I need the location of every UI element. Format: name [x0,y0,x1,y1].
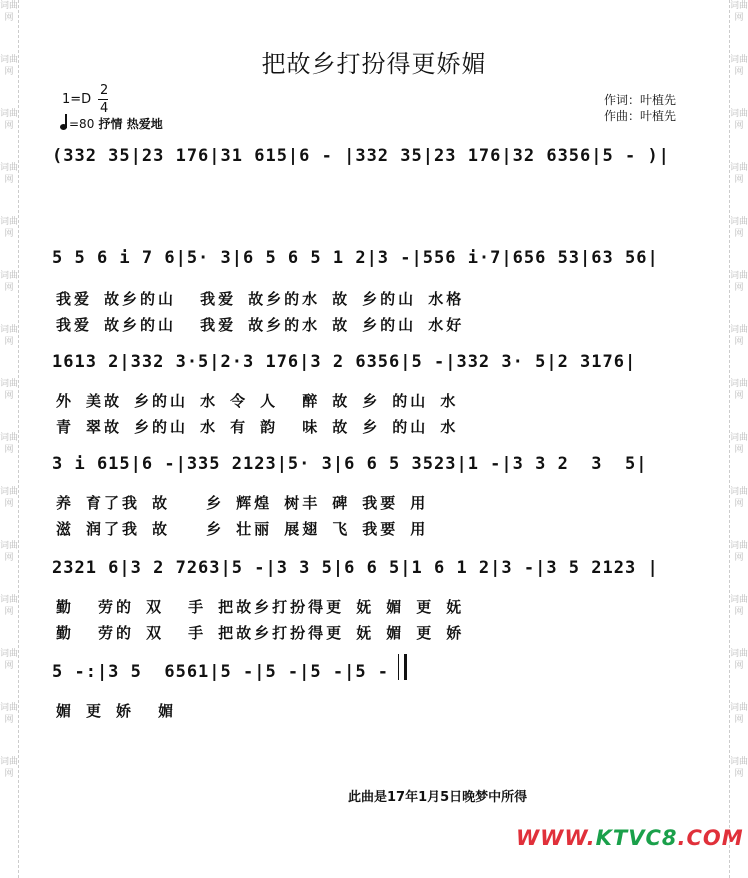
tempo-marking [60,114,163,132]
watermark-text: 词曲网 [730,163,748,185]
watermark-text: 词曲网 [0,433,19,455]
watermark-text: 词曲网 [0,109,19,131]
watermark-text: 词曲网 [0,325,19,347]
score-line-1: (332 35|23 176|31 615|6 - |332 35|23 176|32 6356|5 - )| [52,146,670,166]
watermark-text: 词曲网 [730,55,748,77]
watermark-text: 词曲网 [730,649,748,671]
watermark-text: 词曲网 [0,541,19,563]
lyrics-line-3-verse-1: 外 美故 乡的山 水 令 人 醉 故 乡 的山 水 [56,392,459,410]
song-title: 把故乡打扮得更娇媚 [261,50,487,78]
watermark-text: 词曲网 [0,649,19,671]
lyrics-line-3-verse-2: 青 翠故 乡的山 水 有 韵 味 故 乡 的山 水 [56,418,459,436]
watermark-text: 词曲网 [730,703,748,725]
score-line-2: 5 5 6 i 7 6|5· 3|6 5 6 5 1 2|3 -|556 i·7|656 53|63 56| [52,248,659,268]
lyrics-line-2-verse-1: 我爱 故乡的山 我爱 故乡的水 故 乡的山 水格 [56,290,465,308]
left-watermark-strip [0,0,19,878]
watermark-text: 词曲网 [0,595,19,617]
time-signature-line [98,99,108,100]
site-logo-suffix: .COM [677,826,744,850]
lyrics-line-5-verse-2: 勤 劳的 双 手 把故乡打扮得更 妩 媚 更 娇 [56,624,465,642]
watermark-text: 词曲网 [0,703,19,725]
lyrics-line-2-verse-2: 我爱 故乡的山 我爱 故乡的水 故 乡的山 水好 [56,316,465,334]
time-signature-top: 2 [100,83,109,98]
site-logo-name: KTVC8 [595,826,678,850]
mood-marking: 抒情 热爱地 [98,117,163,131]
score-line-4: 3 i 615|6 -|335 2123|5· 3|6 6 5 3523|1 -|3 3 2 3 5| [52,454,648,474]
watermark-text: 词曲网 [730,109,748,131]
final-barline [398,654,407,680]
watermark-text: 词曲网 [0,487,19,509]
composer: 作曲：叶植先 [604,109,677,123]
lyricist: 作词：叶植先 [604,93,677,107]
site-logo-prefix: WWW. [516,826,596,850]
tempo-value: =80 [69,117,95,131]
watermark-text: 词曲网 [730,1,748,23]
credits [604,92,676,124]
site-logo [516,826,744,850]
watermark-text: 词曲网 [730,217,748,239]
quarter-note-icon [60,114,69,130]
lyrics-line-4-verse-1: 养 育了我 故 乡 辉煌 树丰 碑 我要 用 [56,494,429,512]
key-signature: 1=D [62,92,92,107]
watermark-text: 词曲网 [0,757,19,779]
watermark-text: 词曲网 [0,217,19,239]
lyrics-line-5-verse-1: 勤 劳的 双 手 把故乡打扮得更 妩 媚 更 妩 [56,598,465,616]
watermark-text: 词曲网 [730,433,748,455]
watermark-text: 词曲网 [0,1,19,23]
watermark-text: 词曲网 [730,379,748,401]
watermark-text: 词曲网 [0,379,19,401]
watermark-text: 词曲网 [730,487,748,509]
watermark-text: 词曲网 [0,55,19,77]
watermark-text: 词曲网 [730,757,748,779]
watermark-text: 词曲网 [730,541,748,563]
watermark-text: 词曲网 [730,271,748,293]
time-signature-bottom: 4 [100,101,109,116]
score-line-3: 1613 2|332 3·5|2·3 176|3 2 6356|5 -|332 3· 5|2 3176| [52,352,637,372]
lyrics-line-6: 媚 更 娇 媚 [56,702,177,720]
watermark-text: 词曲网 [0,163,19,185]
time-signature [100,84,108,116]
watermark-text: 词曲网 [0,271,19,293]
watermark-text: 词曲网 [730,325,748,347]
score-line-6: 5 -:|3 5 6561|5 -|5 -|5 -|5 - [52,662,390,682]
watermark-text: 词曲网 [730,595,748,617]
lyrics-line-4-verse-2: 滋 润了我 故 乡 壮丽 展翅 飞 我要 用 [56,520,429,538]
score-line-5: 2321 6|3 2 7263|5 -|3 3 5|6 6 5|1 6 1 2|3 -|3 5 2123 | [52,558,659,578]
composition-note: 此曲是17年1月5日晚梦中所得 [348,790,528,805]
right-watermark-strip [729,0,748,878]
